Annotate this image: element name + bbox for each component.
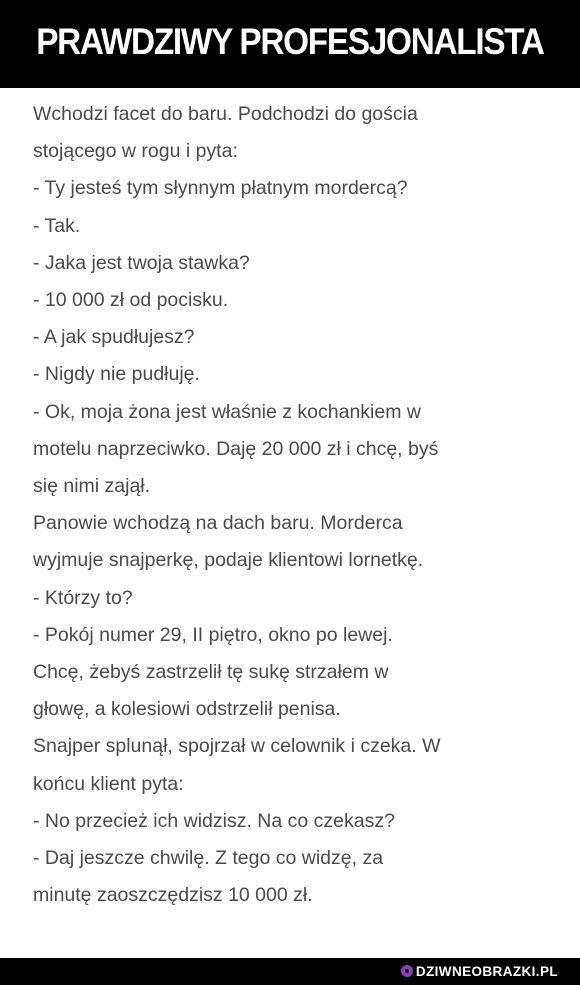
story-line: - No przecież ich widzisz. Na co czekasz? (33, 809, 395, 832)
story-line: - Ok, moja żona jest właśnie z kochankiem w (33, 400, 421, 423)
footer-bar (0, 958, 580, 985)
site-watermark[interactable] (401, 961, 558, 981)
story-line: - Ty jesteś tym słynnym płatnym mordercą? (33, 177, 408, 200)
story-line: motelu naprzeciwko. Daję 20 000 zł i chcę, byś (33, 437, 439, 460)
story-panel (0, 88, 580, 958)
story-line: Chcę, żebyś zastrzelił tę sukę strzałem w (33, 661, 389, 684)
header-bar (0, 0, 580, 88)
story-line: - Pokój numer 29, II piętro, okno po lewej. (33, 623, 393, 646)
brand-logo-icon (401, 965, 413, 977)
site-name: DZIWNEOBRAZKI.PL (415, 963, 558, 979)
page-title: PRAWDZIWY PROFESJONALISTA (36, 21, 544, 62)
story-line: się nimi zajął. (33, 475, 151, 498)
story-line: wyjmuje snajperkę, podaje klientowi lornetkę. (33, 549, 424, 572)
story-line: Panowie wchodzą na dach baru. Morderca (33, 512, 403, 535)
story-line: końcu klient pyta: (33, 772, 184, 795)
story-line: stojącego w rogu i pyta: (33, 140, 238, 163)
story-line: Wchodzi facet do baru. Podchodzi do gościa (33, 103, 418, 125)
story-line: - Jaka jest twoja stawka? (33, 251, 250, 274)
story-line: - Tak. (33, 214, 81, 237)
story-line: - A jak spudłujesz? (33, 326, 195, 349)
story-line: - 10 000 zł od pocisku. (33, 289, 229, 312)
story-line: - Którzy to? (33, 586, 133, 609)
story-text (33, 96, 573, 914)
story-line: Snajper splunął, spojrzał w celownik i czeka. W (33, 735, 441, 758)
story-line: minutę zaoszczędzisz 10 000 zł. (33, 884, 313, 907)
story-line: - Daj jeszcze chwilę. Z tego co widzę, za (33, 847, 384, 870)
story-line: - Nigdy nie pudłuję. (33, 363, 200, 386)
story-line: głowę, a kolesiowi odstrzelił penisa. (33, 698, 341, 721)
